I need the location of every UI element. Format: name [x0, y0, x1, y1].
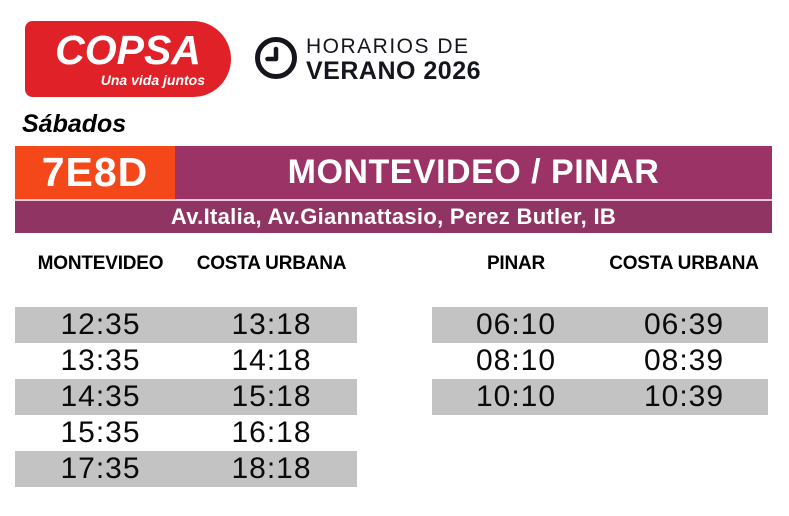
table-body [432, 307, 768, 415]
route-subtitle: Av.Italia, Av.Giannattasio, Perez Butler, IB [15, 199, 772, 233]
column-header: PINAR [486, 253, 546, 274]
column-header: COSTA URBANA [609, 253, 759, 274]
time-cell: 06:39 [643, 308, 725, 341]
season-line1: HORARIOS DE [306, 35, 470, 58]
table-row [432, 379, 768, 415]
day-label: Sábados [22, 110, 127, 138]
route-banner [15, 146, 772, 233]
table-row [15, 415, 357, 451]
table-header-row [432, 253, 768, 279]
table-row [15, 343, 357, 379]
time-cell: 13:35 [60, 344, 141, 377]
table-row [15, 451, 357, 487]
logo-brand-text: COPSA [55, 27, 201, 73]
table-header-row [15, 253, 357, 279]
column-header: COSTA URBANA [196, 253, 347, 274]
time-cell: 14:18 [231, 344, 312, 377]
logo-tagline: Una vida juntos [100, 72, 205, 88]
time-cell: 14:35 [60, 380, 141, 413]
time-cell: 06:10 [475, 308, 557, 341]
season-label [306, 35, 481, 86]
time-cell: 18:18 [231, 452, 312, 485]
copsa-logo [25, 21, 231, 97]
route-code-badge: 7E8D [15, 146, 175, 199]
time-cell: 08:39 [643, 344, 725, 377]
time-cell: 10:10 [475, 380, 557, 413]
time-cell: 08:10 [475, 344, 557, 377]
time-cell: 15:35 [60, 416, 141, 449]
route-title: MONTEVIDEO / PINAR [175, 146, 772, 199]
time-cell: 15:18 [231, 380, 312, 413]
clock-icon [254, 36, 298, 80]
time-cell: 17:35 [60, 452, 141, 485]
table-body [15, 307, 357, 487]
table-row [432, 307, 768, 343]
time-cell: 13:18 [231, 308, 312, 341]
timetable-pinar-montevideo [432, 253, 768, 415]
timetable-montevideo-pinar [15, 253, 357, 487]
column-header: MONTEVIDEO [37, 253, 164, 274]
time-cell: 12:35 [60, 308, 141, 341]
season-line2: VERANO 2026 [306, 57, 482, 86]
table-row [432, 343, 768, 379]
time-cell: 16:18 [231, 416, 312, 449]
time-cell: 10:39 [643, 380, 725, 413]
route-banner-top [15, 146, 772, 199]
table-row [15, 307, 357, 343]
table-row [15, 379, 357, 415]
